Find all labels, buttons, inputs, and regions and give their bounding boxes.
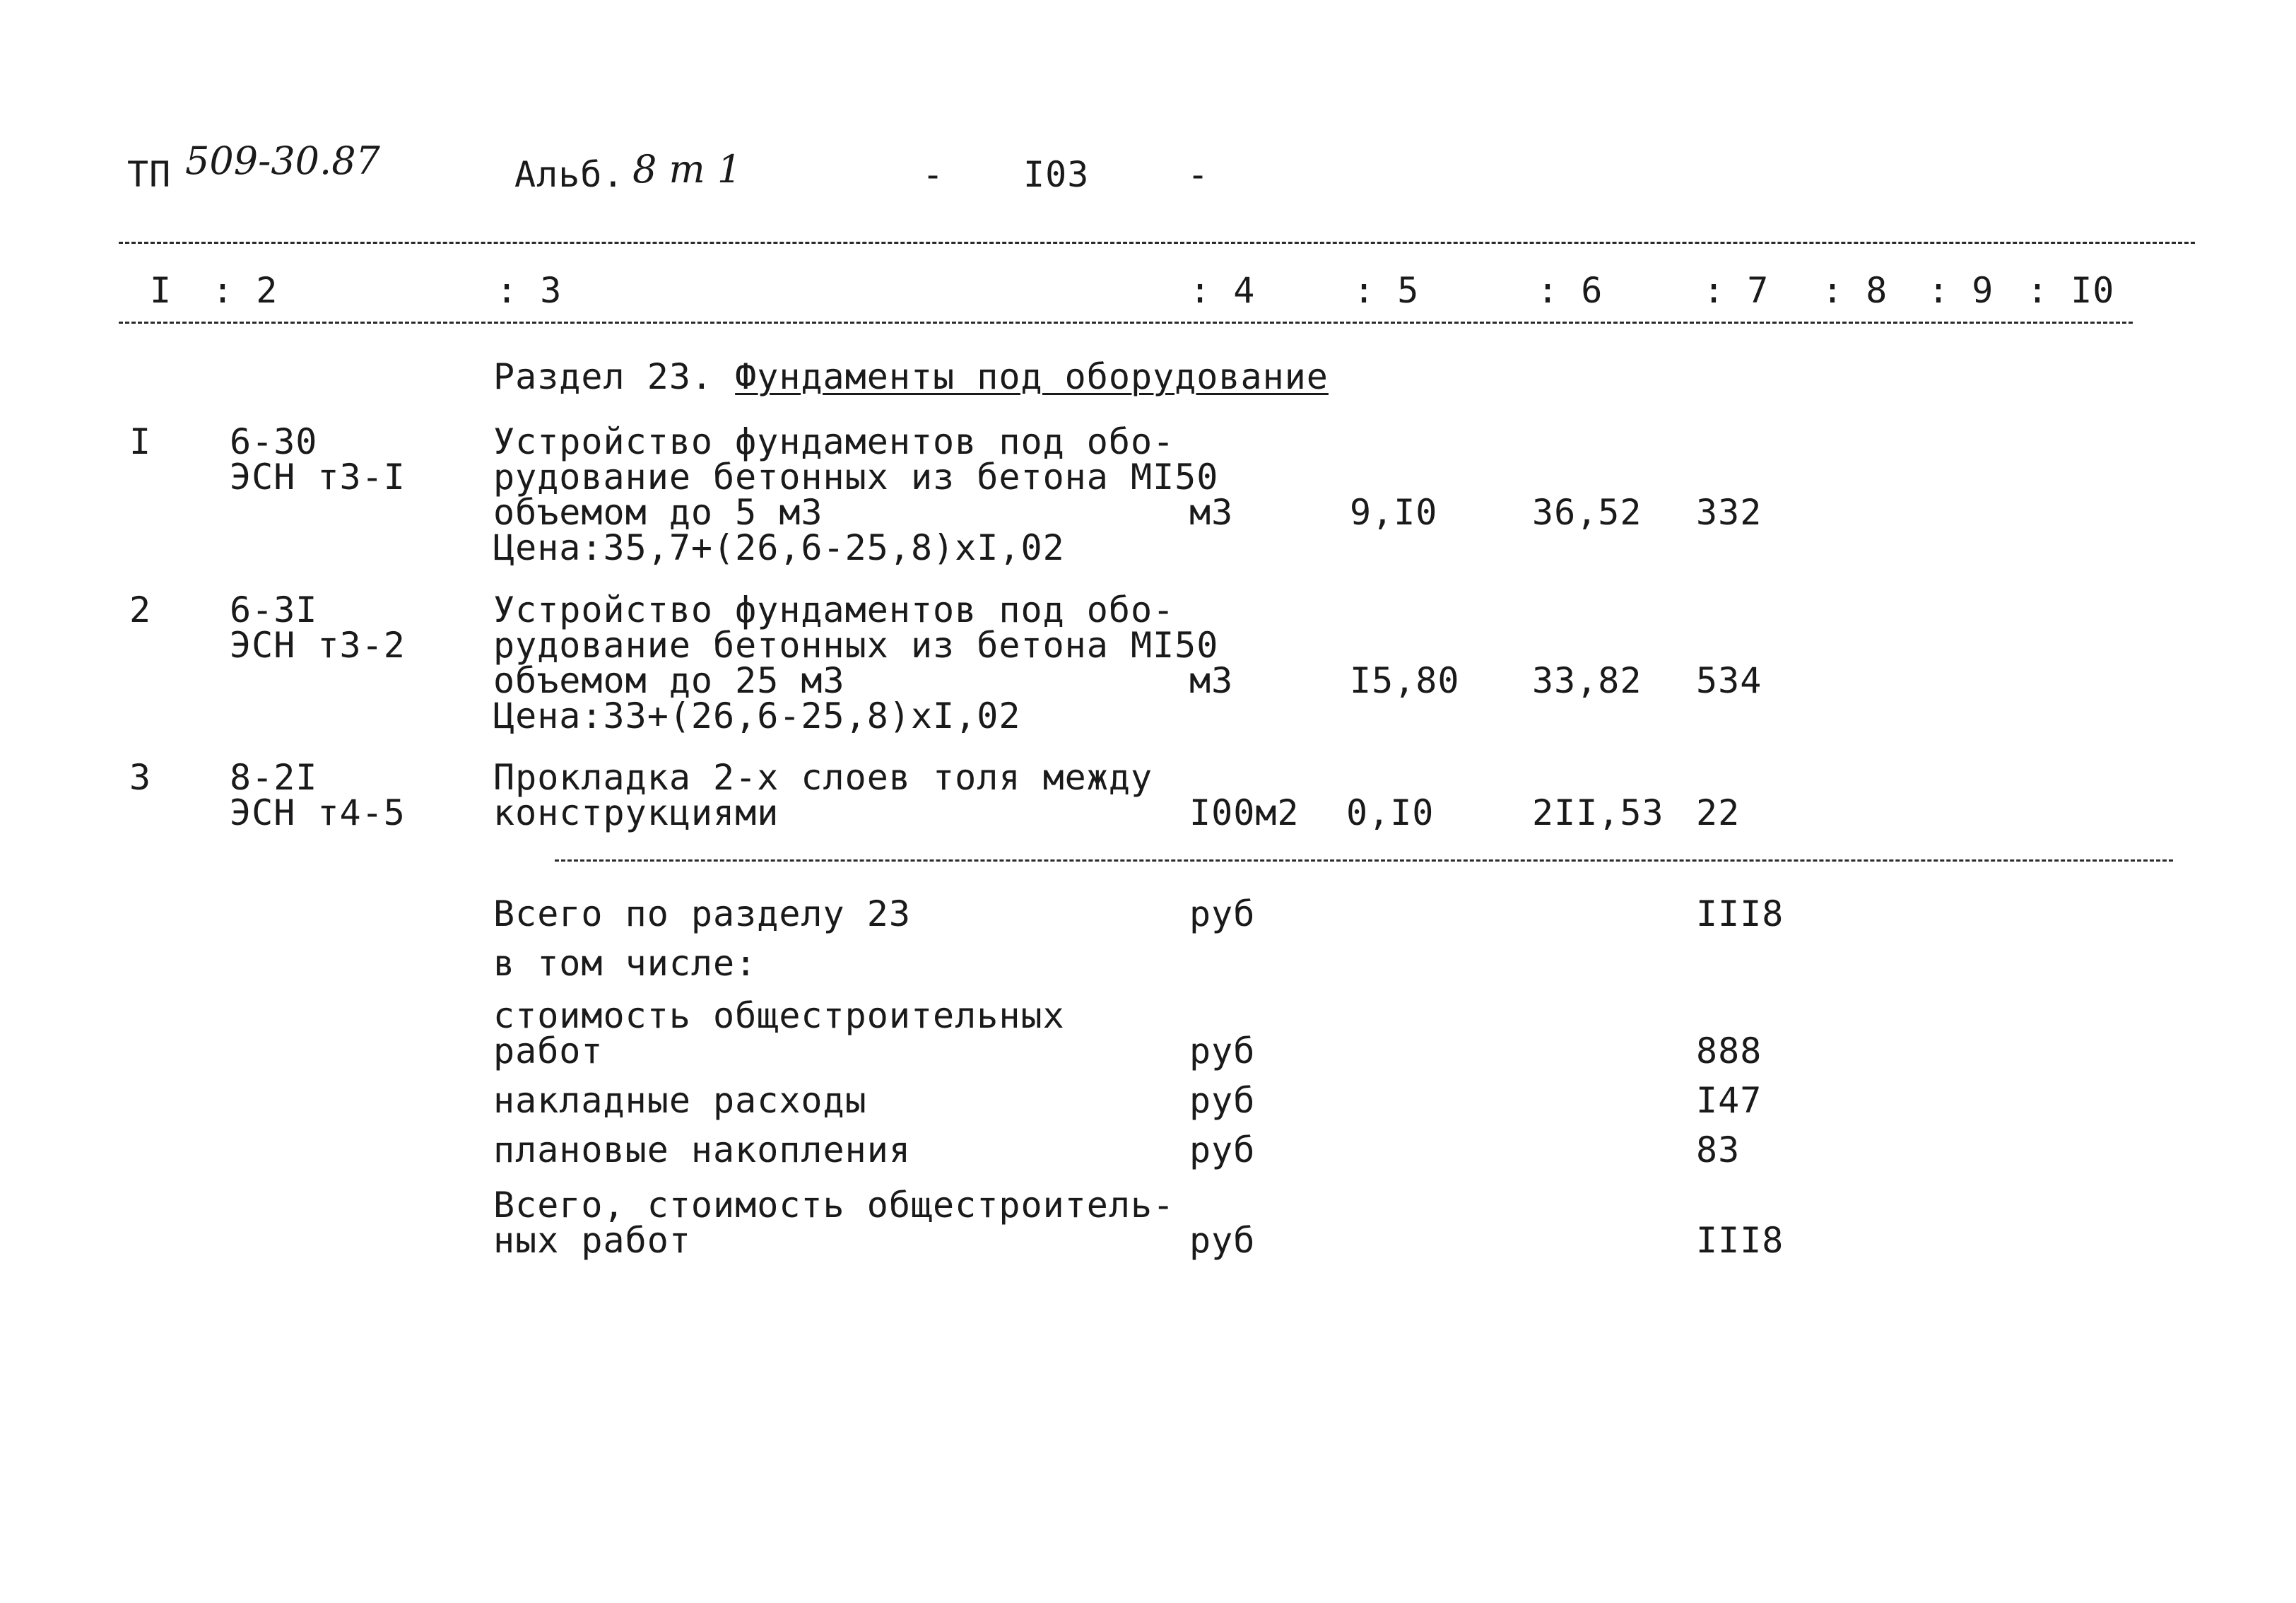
row-1-price: 36,52 [1532,492,1642,533]
row-3-description: Прокладка 2-х слоев толя между конструкциями [493,757,1153,833]
summary-planned-savings-value: 83 [1696,1129,1741,1170]
summary-grand-total-value: III8 [1696,1220,1784,1261]
row-3-quantity: 0,I0 [1346,792,1435,833]
row-1-number: I [129,421,152,462]
column-header-5: : 5 [1353,270,1420,311]
column-header-1: I [150,270,172,311]
column-header-3: : 3 [496,270,563,311]
section-prefix: Раздел 23. [493,356,714,397]
row-3-total: 22 [1696,792,1741,833]
row-2-unit: м3 [1189,660,1234,701]
column-header-9: : 9 [1928,270,1994,311]
summary-total-unit: руб [1189,893,1256,934]
summary-planned-savings-unit: руб [1189,1129,1256,1170]
column-header-10: : I0 [2027,270,2115,311]
row-2-number: 2 [129,589,152,630]
header-dash-right: - [1187,154,1210,195]
row-2-code-line2: ЭСН т3-2 [230,625,406,666]
row-1-quantity: 9,I0 [1350,492,1438,533]
album-label: Альб. [514,154,625,195]
section-name: Фундаменты под оборудование [735,356,1329,397]
row-2-price: 33,82 [1532,660,1642,701]
section-title [493,356,1329,397]
column-header-6: : 6 [1537,270,1603,311]
row-1-code-line2: ЭСН т3-I [230,457,406,498]
column-header-top-rule [119,242,2195,244]
row-2-description: Устройство фундаментов под обо- рудование бетонных из бетона МI50 объемом до 25 м3 Цена:33+(26,6-25,8)хI,02 [493,589,1219,736]
album-number: 8 т 1 [632,147,742,192]
column-header-2: : 2 [212,270,278,311]
row-1-total: 332 [1696,492,1762,533]
row-2-quantity: I5,80 [1350,660,1460,701]
tp-number: 509-30.87 [185,139,380,183]
row-2-code-line1: 6-3I [230,589,318,630]
summary-overhead-unit: руб [1189,1080,1256,1121]
summary-overhead-label: накладные расходы [493,1080,867,1121]
summary-grand-total-label: Всего, стоимость общестроитель- ных работ [493,1185,1175,1261]
summary-including-label: в том числе: [493,943,758,984]
column-header-bottom-rule [119,322,2133,324]
summary-total-label: Всего по разделу 23 [493,893,911,934]
row-1-unit: м3 [1189,492,1234,533]
summary-grand-total-unit: руб [1189,1220,1256,1261]
row-1-description: Устройство фундаментов под обо- рудование бетонных из бетона МI50 объемом до 5 м3 Цена:35,7+(26,6-25,8)хI,02 [493,421,1219,568]
summary-general-construction-label: стоимость общестроительных работ [493,995,1065,1071]
page-number: I03 [1023,154,1090,195]
column-header-8: : 8 [1822,270,1888,311]
row-3-price: 2II,53 [1532,792,1664,833]
summary-overhead-value: I47 [1696,1080,1762,1121]
column-header-4: : 4 [1189,270,1256,311]
row-3-unit: I00м2 [1189,792,1300,833]
summary-total-value: III8 [1696,893,1784,934]
row-3-code-line2: ЭСН т4-5 [230,792,406,833]
row-1-code-line1: 6-30 [230,421,318,462]
summary-general-construction-value: 888 [1696,1030,1762,1071]
totals-separator-rule [555,859,2173,862]
tp-prefix: ТП [127,154,172,195]
row-3-number: 3 [129,757,152,798]
summary-planned-savings-label: плановые накопления [493,1129,911,1170]
row-2-total: 534 [1696,660,1762,701]
header-dash-left: - [922,154,945,195]
column-header-7: : 7 [1703,270,1770,311]
row-3-code-line1: 8-2I [230,757,318,798]
summary-general-construction-unit: руб [1189,1030,1256,1071]
